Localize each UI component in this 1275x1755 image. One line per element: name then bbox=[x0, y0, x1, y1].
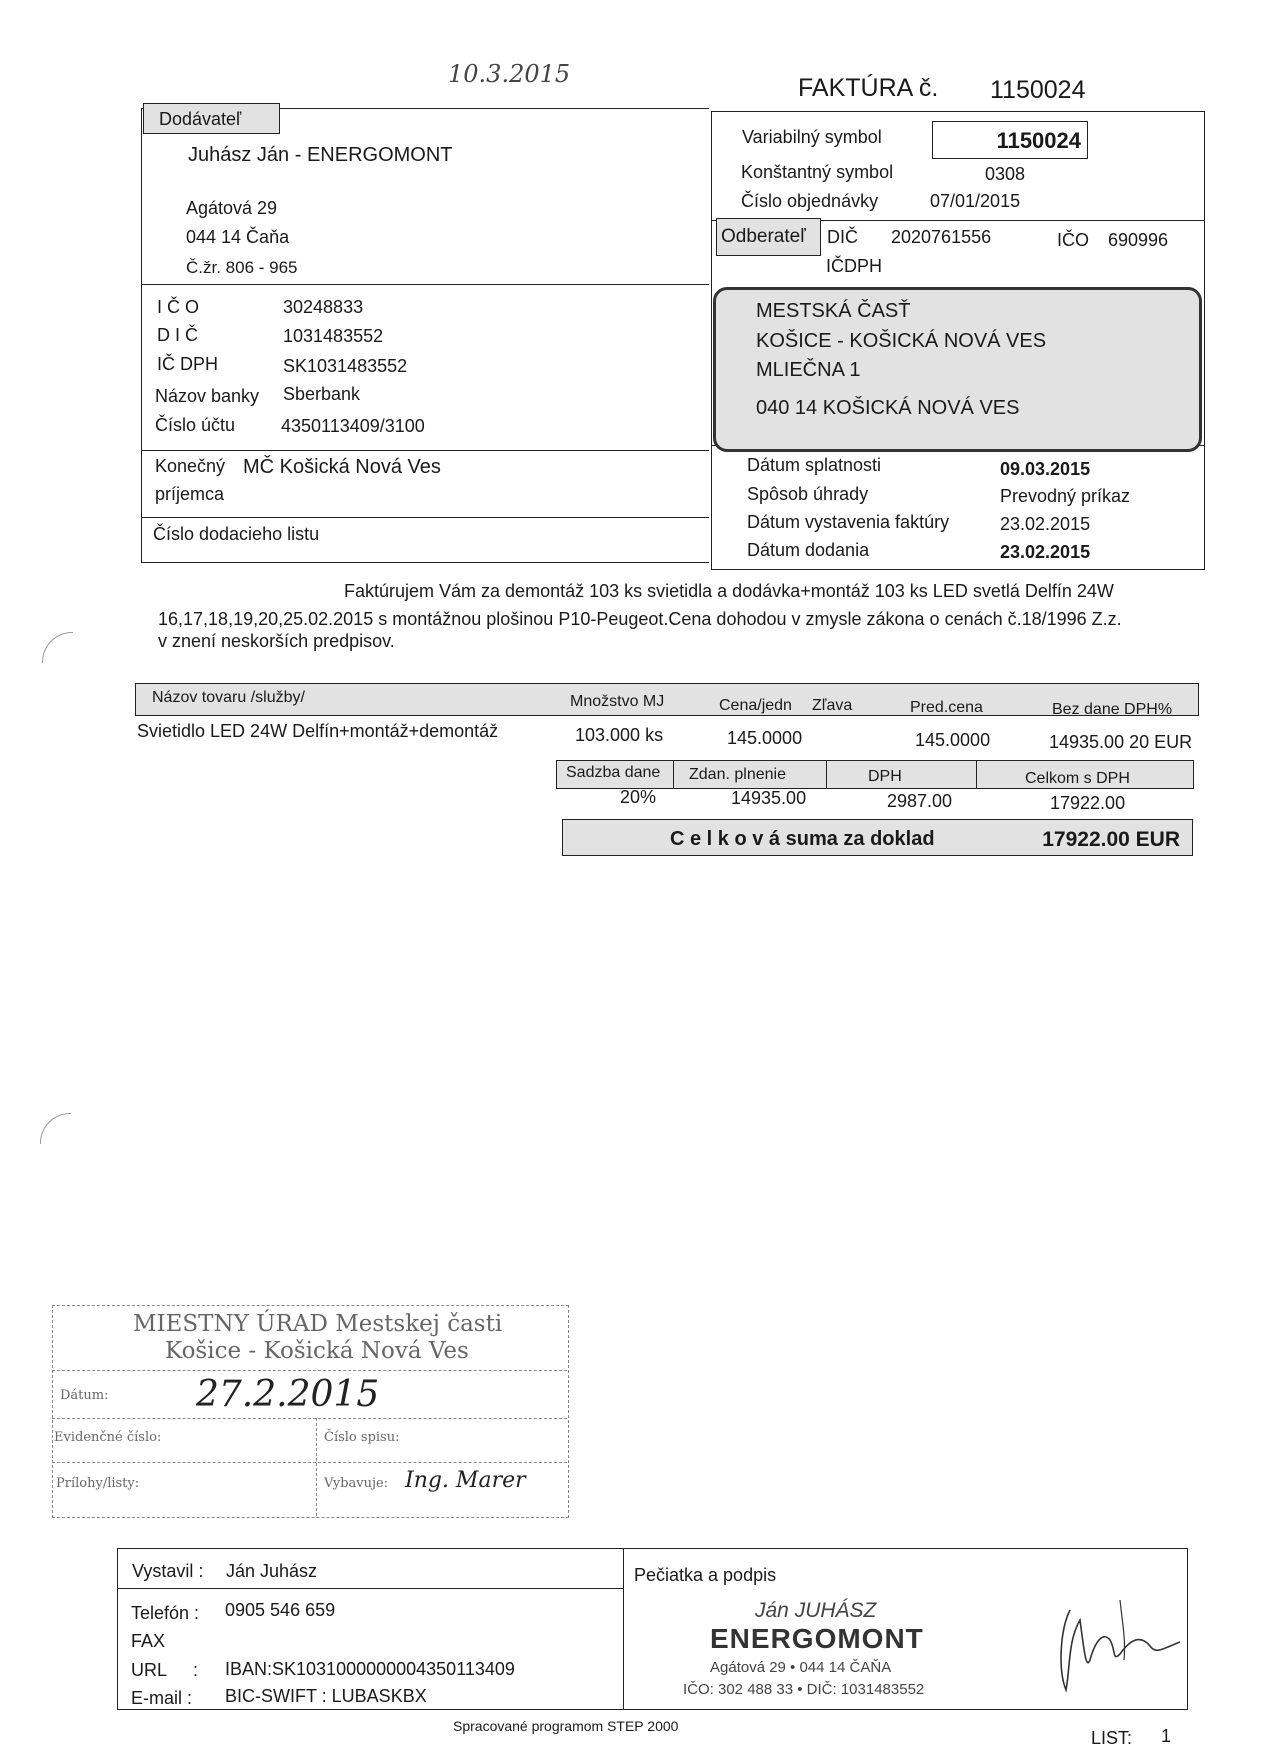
due-date: 09.03.2015 bbox=[1000, 459, 1091, 479]
issued-by: Ján Juhász bbox=[226, 1561, 318, 1581]
registry-handler-value: Ing. Marer bbox=[405, 1468, 526, 1493]
item-pre-price: 145.0000 bbox=[915, 730, 991, 750]
supplier-city: 044 14 Čaňa bbox=[186, 227, 290, 247]
registry-date-label: Dátum: bbox=[60, 1388, 109, 1403]
item-net: 14935.00 20 EUR bbox=[1049, 732, 1193, 752]
supplier-icdph-label: IČ DPH bbox=[157, 354, 219, 374]
handwritten-date: 10.3.2015 bbox=[448, 60, 571, 88]
recipient-label-2: príjemca bbox=[155, 484, 225, 504]
page-label: LIST: bbox=[1091, 1728, 1133, 1748]
supplier-ico-label: I Č O bbox=[157, 297, 200, 317]
registry-date-value: 27.2.2015 bbox=[196, 1374, 380, 1415]
registry-attach-label: Prílohy/listy: bbox=[56, 1476, 140, 1491]
supplier-bank-label: Názov banky bbox=[155, 386, 260, 406]
program-note: Spracované programom STEP 2000 bbox=[453, 1718, 679, 1734]
supplier-ico: 30248833 bbox=[283, 297, 364, 317]
invoice-number: 1150024 bbox=[990, 76, 1086, 104]
var-symbol-value: 1150024 bbox=[996, 128, 1081, 153]
item-unit-price: 145.0000 bbox=[727, 728, 803, 748]
header-pre-price: Pred.cena bbox=[910, 699, 983, 716]
iban: IBAN:SK1031000000004350113409 bbox=[225, 1659, 515, 1679]
payment-value: Prevodný príkaz bbox=[1000, 486, 1131, 506]
const-symbol-label: Konštantný symbol bbox=[741, 162, 894, 182]
header-unit-price: Cena/jedn bbox=[719, 697, 792, 714]
scan-artifact bbox=[42, 632, 73, 663]
payment-label: Spôsob úhrady bbox=[747, 484, 869, 504]
grand-total-value: 17922.00 EUR bbox=[1042, 828, 1180, 851]
header-discount: Zľava bbox=[812, 697, 853, 714]
signature bbox=[1040, 1590, 1190, 1700]
header-qty: Množstvo MJ bbox=[570, 693, 665, 710]
customer-address-box bbox=[713, 287, 1202, 452]
supplier-icdph: SK1031483552 bbox=[283, 356, 408, 376]
vat-base: 14935.00 bbox=[731, 788, 807, 808]
company-stamp-line-3: Agátová 29 • 044 14 ČAŇA bbox=[710, 1659, 892, 1676]
delivery-date: 23.02.2015 bbox=[1000, 542, 1091, 562]
due-date-label: Dátum splatnosti bbox=[747, 455, 882, 475]
supplier-account-label: Číslo účtu bbox=[155, 415, 236, 435]
order-number-label: Číslo objednávky bbox=[741, 191, 879, 211]
customer-line-3: MLIEČNA 1 bbox=[756, 359, 861, 381]
header-net: Bez dane DPH% bbox=[1052, 701, 1173, 718]
customer-dic: 2020761556 bbox=[891, 227, 992, 247]
description-line-3: v znení neskorších predpisov. bbox=[158, 631, 395, 651]
issued-date: 23.02.2015 bbox=[1000, 514, 1091, 534]
supplier-dic: 1031483552 bbox=[283, 326, 384, 346]
invoice-title: FAKTÚRA č. bbox=[798, 74, 939, 102]
seal-label: Pečiatka a podpis bbox=[634, 1565, 777, 1585]
registry-stamp-line-2: Košice - Košická Nová Ves bbox=[165, 1338, 469, 1364]
header-name: Názov tovaru /služby/ bbox=[152, 689, 305, 706]
grand-total-box bbox=[562, 819, 1193, 856]
supplier-label: Dodávateľ bbox=[159, 109, 242, 129]
phone: 0905 546 659 bbox=[225, 1600, 336, 1620]
var-symbol-label: Variabilný symbol bbox=[742, 127, 882, 147]
registry-stamp-line-1: MIESTNY ÚRAD Mestskej časti bbox=[133, 1311, 503, 1337]
delivery-date-label: Dátum dodania bbox=[747, 540, 870, 560]
vat-rate: 20% bbox=[620, 787, 657, 807]
supplier-block bbox=[141, 108, 709, 564]
description-line-1: Faktúrujem Vám za demontáž 103 ks svietidla a dodávka+montáž 103 ks LED svetlá Delfín 24W bbox=[344, 581, 1114, 601]
scan-artifact bbox=[40, 1113, 71, 1144]
vat-header-total: Celkom s DPH bbox=[1025, 770, 1130, 787]
description-line-2: 16,17,18,19,20,25.02.2015 s montážnou plošinou P10-Peugeot.Cena dohodou v zmysle zákona o cenách č.18/1996 Z.z. bbox=[158, 609, 1122, 629]
company-stamp-line-4: IČO: 302 488 33 • DIČ: 1031483552 bbox=[683, 1681, 925, 1698]
order-number-value: 07/01/2015 bbox=[930, 191, 1021, 211]
supplier-bank: Sberbank bbox=[283, 384, 361, 404]
supplier-account: 4350113409/3100 bbox=[281, 416, 425, 436]
issued-by-label: Vystavil : bbox=[132, 1561, 204, 1581]
page-number: 1 bbox=[1161, 1726, 1172, 1746]
company-stamp bbox=[683, 1592, 953, 1702]
vat-header-base: Zdan. plnenie bbox=[689, 766, 786, 783]
customer-line-2: KOŠICE - KOŠICKÁ NOVÁ VES bbox=[756, 330, 1047, 352]
supplier-name: Juhász Ján - ENERGOMONT bbox=[188, 144, 453, 166]
item-qty: 103.000 ks bbox=[575, 725, 664, 745]
supplier-label-box bbox=[143, 103, 280, 134]
customer-dic-label: DIČ bbox=[827, 227, 858, 247]
supplier-license: Č.žr. 806 - 965 bbox=[186, 258, 298, 277]
grand-total-label: C e l k o v á suma za doklad bbox=[670, 828, 935, 850]
recipient-value: MČ Košická Nová Ves bbox=[243, 456, 441, 478]
url-colon: : bbox=[193, 1660, 199, 1680]
item-name: Svietidlo LED 24W Delfín+montáž+demontáž bbox=[137, 721, 499, 741]
const-symbol-value: 0308 bbox=[985, 164, 1026, 184]
customer-ico-label: IČO bbox=[1057, 230, 1090, 250]
company-stamp-line-2: ENERGOMONT bbox=[710, 1623, 924, 1654]
company-stamp-line-1: Ján JUHÁSZ bbox=[755, 1599, 877, 1622]
customer-icdph-label: IČDPH bbox=[826, 256, 883, 276]
delivery-note-label: Číslo dodacieho listu bbox=[153, 524, 320, 544]
vat-header-rate: Sadzba dane bbox=[566, 764, 661, 781]
issued-date-label: Dátum vystavenia faktúry bbox=[747, 512, 950, 532]
registry-handler-label: Vybavuje: bbox=[324, 1476, 389, 1491]
customer-label: Odberateľ bbox=[721, 226, 806, 247]
bic: BIC-SWIFT : LUBASKBX bbox=[225, 1686, 427, 1706]
vat-amount: 2987.00 bbox=[887, 791, 953, 811]
recipient-label-1: Konečný bbox=[155, 456, 226, 476]
customer-ico: 690996 bbox=[1108, 230, 1169, 250]
supplier-dic-label: D I Č bbox=[157, 325, 199, 345]
customer-line-1: MESTSKÁ ČASŤ bbox=[756, 300, 911, 322]
registry-evid-label: Evidenčné číslo: bbox=[54, 1430, 162, 1445]
url-label: URL bbox=[131, 1660, 168, 1680]
customer-label-box bbox=[716, 218, 821, 256]
var-symbol-box bbox=[932, 121, 1088, 159]
supplier-street: Agátová 29 bbox=[186, 198, 278, 218]
phone-label: Telefón : bbox=[131, 1603, 200, 1623]
fax-label: FAX bbox=[131, 1631, 166, 1651]
customer-line-4: 040 14 KOŠICKÁ NOVÁ VES bbox=[756, 397, 1020, 419]
email-label: E-mail : bbox=[131, 1688, 193, 1708]
vat-total: 17922.00 bbox=[1050, 793, 1126, 813]
vat-header-vat: DPH bbox=[868, 768, 902, 785]
registry-file-label: Číslo spisu: bbox=[324, 1430, 400, 1445]
